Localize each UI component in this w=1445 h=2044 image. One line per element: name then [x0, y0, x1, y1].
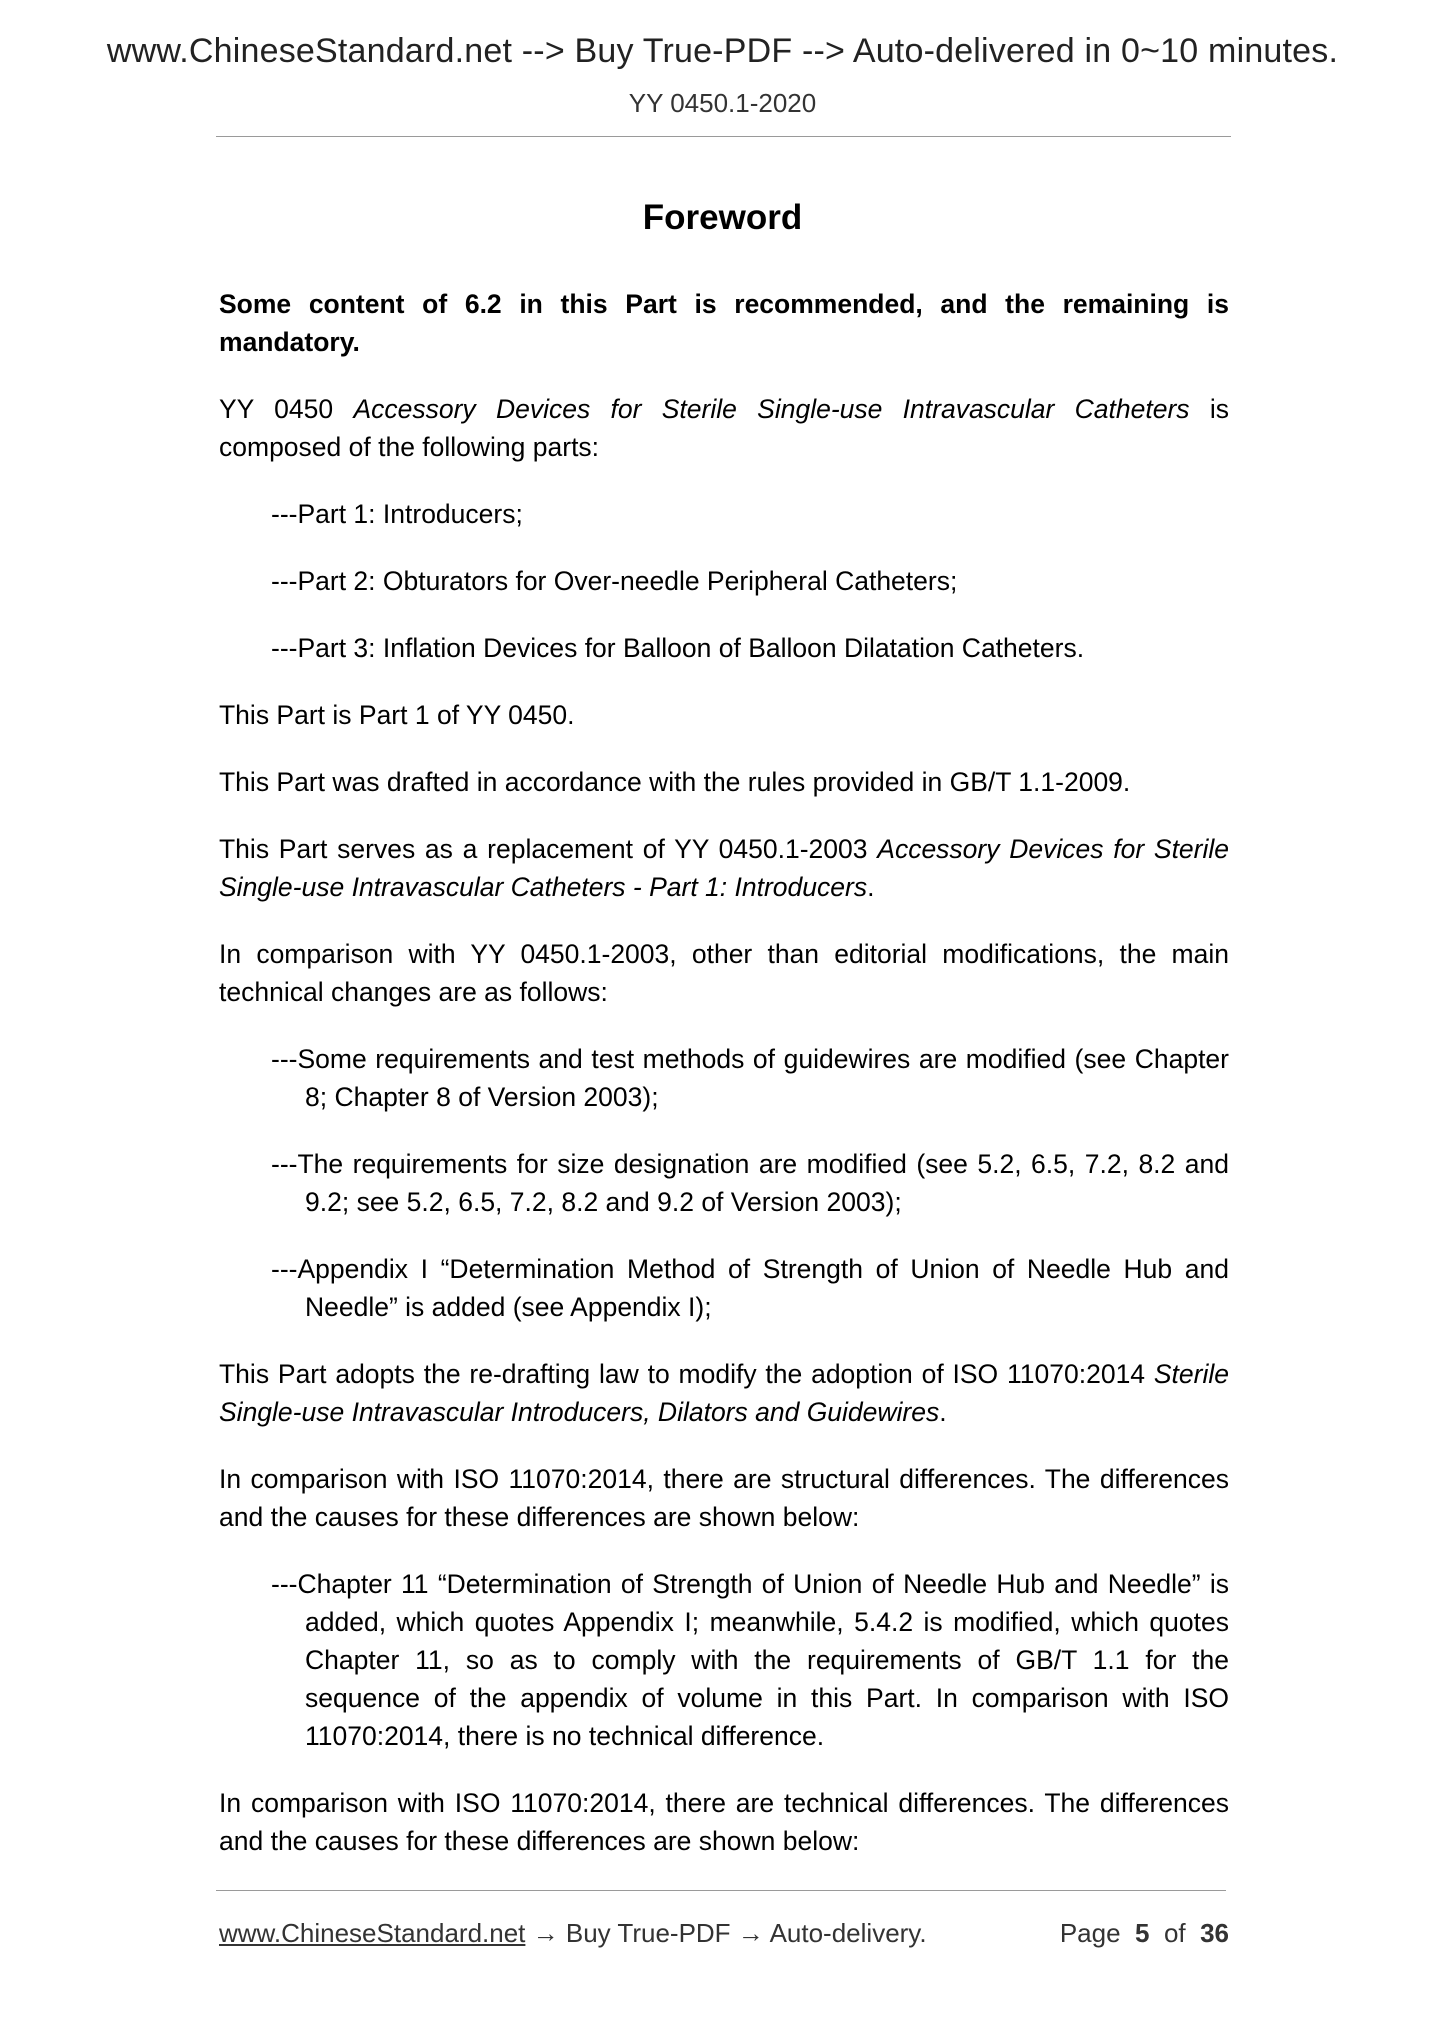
list-item-change-1: ---Some requirements and test methods of guidewires are modified (see Chapter 8; Chapter 8 of Version 2003); — [271, 1044, 1229, 1112]
footer-promo: → Buy True-PDF → Auto-delivery. — [525, 1918, 927, 1948]
iso-standard-title: Sterile Single-use Intravascular Introducers, Dilators and Guidewires — [219, 1359, 1229, 1427]
page-title: Foreword — [642, 198, 803, 237]
page-number: 5 — [1135, 1918, 1150, 1948]
structural-differences-intro: In comparison with ISO 11070:2014, there are structural differences. The differences and the causes for these differences are shown below: — [219, 1464, 1229, 1532]
list-item-structural-1: ---Chapter 11 “Determination of Strength of Union of Needle Hub and Needle” is added, which quotes Appendix I; meanwhile, 5.4.2 is modified, which quotes Chapter 11, so as to comply with the requirements of GB/T 1.1 for the sequence of the appendix of volume in this Part. In comparison with ISO 11070:2014, there is no technical difference. — [271, 1569, 1229, 1751]
standard-title: Accessory Devices for Sterile Single-use Intravascular Catheters — [353, 394, 1190, 424]
technical-differences-intro: In comparison with ISO 11070:2014, there are technical differences. The differences and the causes for these differences are shown below: — [219, 1788, 1229, 1856]
site-banner: www.ChineseStandard.net --> Buy True-PDF --> Auto-delivered in 0~10 minutes. — [106, 32, 1339, 70]
header-divider — [216, 136, 1231, 137]
replacement-suffix: . — [867, 872, 875, 902]
replacement-statement — [219, 830, 1229, 906]
page-footer — [219, 1918, 1229, 1949]
parts-intro — [219, 390, 1229, 466]
page-total: 36 — [1200, 1918, 1229, 1948]
adoption-suffix: . — [939, 1397, 947, 1427]
parts-intro-suffix: is composed of the following parts: — [219, 394, 1229, 462]
changes-intro: In comparison with YY 0450.1-2003, other than editorial modifications, the main technical changes are as follows: — [219, 939, 1229, 1007]
drafting-rules: This Part was drafted in accordance with the rules provided in GB/T 1.1-2009. — [219, 767, 1131, 797]
document-body — [219, 285, 1229, 1889]
list-item-change-3: ---Appendix I “Determination Method of Strength of Union of Needle Hub and Needle” is added (see Appendix I); — [271, 1254, 1229, 1322]
replaced-standard-title: Accessory Devices for Sterile Single-use Intravascular Catheters - Part 1: Introducers — [219, 834, 1230, 902]
replacement-prefix: This Part serves as a replacement of YY 0450.1-2003 — [219, 834, 878, 864]
adoption-prefix: This Part adopts the re-drafting law to modify the adoption of ISO 11070:2014 — [219, 1359, 1154, 1389]
of-label: of — [1163, 1918, 1186, 1948]
adoption-statement — [219, 1355, 1229, 1431]
list-item-change-2: ---The requirements for size designation are modified (see 5.2, 6.5, 7.2, 8.2 and 9.2; see 5.2, 6.5, 7.2, 8.2 and 9.2 of Version 2003); — [271, 1149, 1229, 1217]
parts-intro-prefix: YY 0450 — [219, 394, 354, 424]
footer-site-link[interactable]: www.ChineseStandard.net — [219, 1918, 526, 1948]
mandatory-note: Some content of 6.2 in this Part is recommended, and the remaining is mandatory. — [219, 289, 1229, 357]
document-id: YY 0450.1-2020 — [628, 88, 817, 118]
page-counter — [1060, 1918, 1229, 1949]
list-item-part-2: ---Part 2: Obturators for Over-needle Peripheral Catheters; — [271, 566, 958, 596]
footer-divider — [216, 1890, 1226, 1891]
page-label: Page — [1059, 1918, 1121, 1948]
list-item-part-1: ---Part 1: Introducers; — [271, 499, 523, 529]
part-statement: This Part is Part 1 of YY 0450. — [219, 700, 575, 730]
list-item-part-3: ---Part 3: Inflation Devices for Balloon of Balloon Dilatation Catheters. — [271, 633, 1085, 663]
